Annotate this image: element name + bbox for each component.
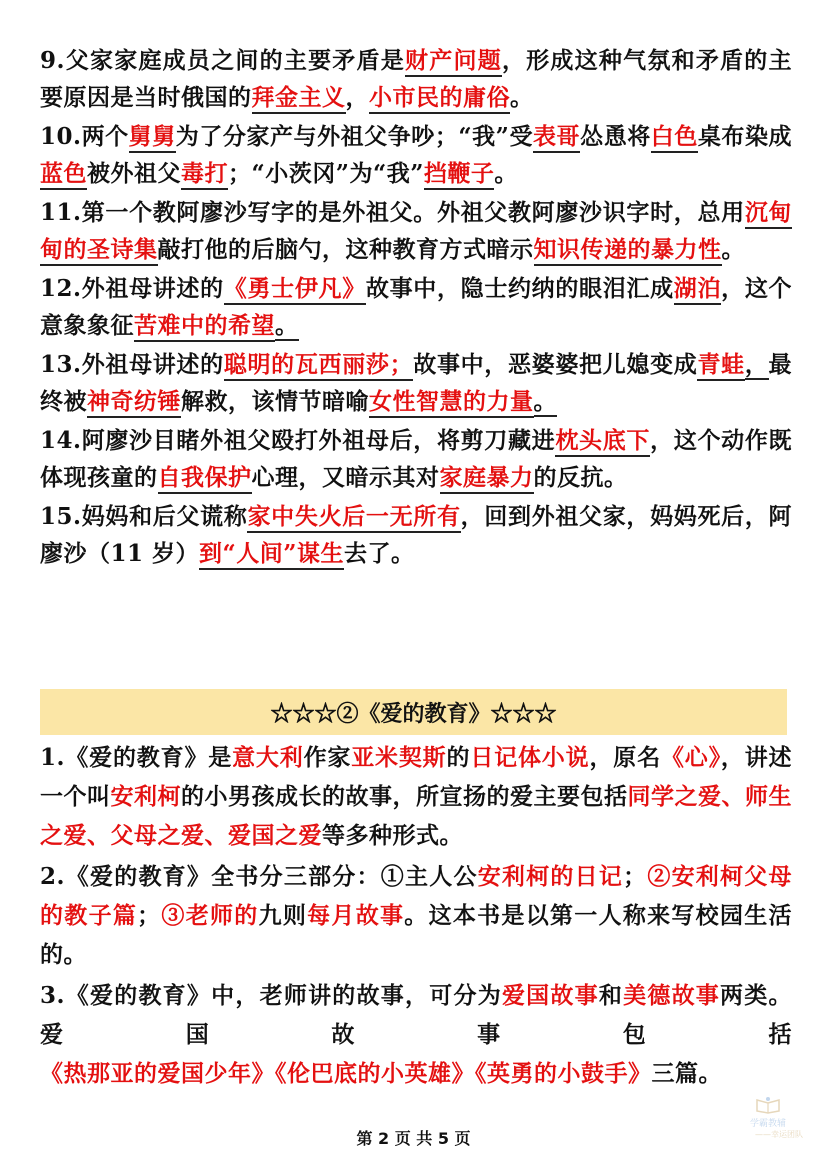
body-text: 9.父家家庭成员之间的主要矛盾是 — [40, 47, 406, 74]
body-text: ，形成这种气氛和矛盾的主要原因是当时俄国的 — [40, 47, 793, 111]
red-keyword: 亚米契斯 — [351, 744, 447, 771]
body-text: 故事中，恶婆婆把儿媳变成 — [413, 351, 698, 378]
red-keyword: 安利柯的日记 — [477, 863, 624, 890]
body-text: 13.外祖母讲述的 — [40, 351, 224, 378]
highlighted-answer: 青蛙 — [697, 351, 744, 381]
body-text: 两类。爱国故事包括 — [40, 982, 793, 1048]
list-item — [40, 857, 792, 974]
body-text: ； — [137, 902, 161, 929]
book-icon — [755, 1096, 781, 1114]
body-text: 。 — [510, 84, 534, 111]
highlighted-answer: 财产问题 — [405, 47, 502, 77]
body-text: 最终被 — [40, 351, 793, 415]
red-keyword: 《热那亚的爱国少年》《伦巴底的小英雄》《英勇的小鼓手》 — [40, 1060, 652, 1087]
red-keyword: 每月故事 — [307, 902, 405, 929]
section-2-list — [40, 738, 792, 1093]
highlighted-answer: 枕头底下 — [555, 427, 650, 457]
list-item — [40, 346, 792, 420]
body-text: 敲打他的后脑勺，这种教育方式暗示 — [157, 236, 534, 263]
list-item — [40, 42, 792, 116]
body-text: ，原名 — [589, 744, 661, 771]
body-text: 九则 — [258, 902, 308, 929]
red-keyword: ③老师的 — [160, 902, 259, 929]
highlighted-answer: 小市民的庸俗 — [369, 84, 510, 114]
body-text: 。 — [721, 236, 745, 263]
body-text: 的 — [446, 744, 471, 771]
body-text: 。这本书是以第一人称来写校园生活的。 — [40, 902, 793, 968]
highlighted-answer: 湖泊 — [674, 275, 721, 305]
highlighted-answer: 挡鞭子 — [424, 160, 495, 190]
body-text: 等多种形式。 — [322, 822, 463, 849]
highlighted-answer: 毒打 — [181, 160, 228, 190]
highlighted-answer: 沉甸甸的圣诗集 — [40, 199, 792, 266]
body-text: ，这个意象象征 — [40, 275, 793, 339]
highlighted-answer: 拜金主义 — [252, 84, 346, 114]
body-text: 怂恿将 — [580, 123, 651, 150]
list-item — [40, 422, 792, 496]
highlighted-answer: 苦难中的希望 — [134, 312, 275, 342]
body-text: 2.《爱的教育》全书分三部分：①主人公 — [40, 863, 478, 890]
list-item — [40, 118, 792, 192]
banner-title: ☆☆☆②《爱的教育》☆☆☆ — [270, 700, 557, 727]
body-text: 的小男孩成长的故事，所宣扬的爱主要包括 — [181, 783, 628, 810]
highlighted-answer: 自我保护 — [158, 464, 252, 494]
body-text: 和 — [598, 982, 624, 1009]
highlighted-answer: 知识传递的暴力性 — [534, 236, 722, 266]
watermark-brand: 学霸教辅 — [749, 1119, 786, 1129]
highlighted-answer: 白色 — [651, 123, 698, 153]
list-item — [40, 194, 792, 268]
body-text: 三篇。 — [651, 1060, 722, 1087]
body-text: ； — [623, 863, 647, 890]
list-item — [40, 270, 792, 344]
list-item — [40, 498, 792, 572]
watermark-team: ——幸运团队 — [755, 1130, 803, 1139]
body-text: 去了。 — [343, 540, 415, 567]
page-number: 第 2 页 共 5 页 — [356, 1129, 471, 1148]
list-item — [40, 738, 792, 855]
body-text: 。 — [494, 160, 518, 187]
body-text: 解救，该情节暗喻 — [181, 388, 369, 415]
body-text: 12.外祖母讲述的 — [40, 275, 224, 302]
highlighted-answer: 到“人间”谋生 — [199, 540, 344, 570]
body-text: 3.《爱的教育》中，老师讲的故事，可分为 — [40, 982, 502, 1009]
watermark-logo — [733, 1094, 803, 1146]
highlighted-answer: 女性智慧的力量 — [369, 388, 534, 418]
body-text: 作家 — [303, 744, 352, 771]
body-text: 11.第一个教阿廖沙写字的是外祖父。外祖父教阿廖沙识字时，总用 — [40, 199, 745, 226]
body-text: 心理，又暗示其对 — [251, 464, 440, 491]
highlighted-answer: 家庭暴力 — [440, 464, 534, 494]
body-text: 1.《爱的教育》是 — [40, 744, 233, 771]
body-text: 被外祖父 — [87, 160, 181, 187]
body-text: ，讲述一个叫 — [40, 744, 793, 810]
section-banner — [40, 689, 787, 735]
body-text: 的反抗。 — [533, 464, 628, 491]
red-keyword: 爱国故事 — [501, 982, 599, 1009]
body-text: 15.妈妈和后父谎称 — [40, 503, 248, 530]
underlined-text: 。 — [275, 312, 299, 339]
highlighted-answer: 聪明的瓦西丽莎； — [224, 351, 413, 381]
body-text: ，回到外祖父家，妈妈死后，阿廖沙（11 岁） — [40, 503, 793, 567]
highlighted-answer: 表哥 — [533, 123, 580, 153]
red-keyword: 美德故事 — [623, 982, 721, 1009]
red-keyword: ②安利柯父母的教子篇 — [40, 863, 793, 929]
body-text: 故事中，隐士约纳的眼泪汇成 — [365, 275, 674, 302]
red-keyword: 安利柯 — [110, 783, 181, 810]
red-keyword: 意大利 — [232, 744, 304, 771]
section-1-list — [40, 42, 792, 572]
body-text: ；“小茨冈”为“我” — [228, 160, 424, 187]
red-keyword: 同学之爱、师生之爱、父母之爱、爱国之爱 — [40, 783, 792, 849]
body-text: ，这个动作既体现孩童的 — [40, 427, 793, 491]
body-text: 10.两个 — [40, 123, 129, 150]
red-keyword: 日记体小说 — [470, 744, 590, 771]
highlighted-answer: 《勇士伊凡》 — [224, 275, 366, 305]
body-text: ， — [345, 84, 369, 111]
highlighted-answer: 神奇纺锤 — [87, 388, 181, 418]
body-text: 为了分家产与外祖父争吵；“我”受 — [175, 123, 533, 150]
underlined-text: 。 — [533, 388, 557, 415]
body-text: 14.阿廖沙目睹外祖父殴打外祖母后，将剪刀藏进 — [40, 427, 556, 454]
red-keyword: 《心》 — [660, 744, 721, 771]
highlighted-answer: 舅舅 — [129, 123, 176, 153]
underlined-text: ， — [744, 351, 769, 378]
body-text: 桌布染成 — [697, 123, 793, 150]
highlighted-answer: 家中失火后一无所有 — [247, 503, 460, 533]
highlighted-answer: 蓝色 — [40, 160, 87, 190]
list-item — [40, 976, 792, 1093]
